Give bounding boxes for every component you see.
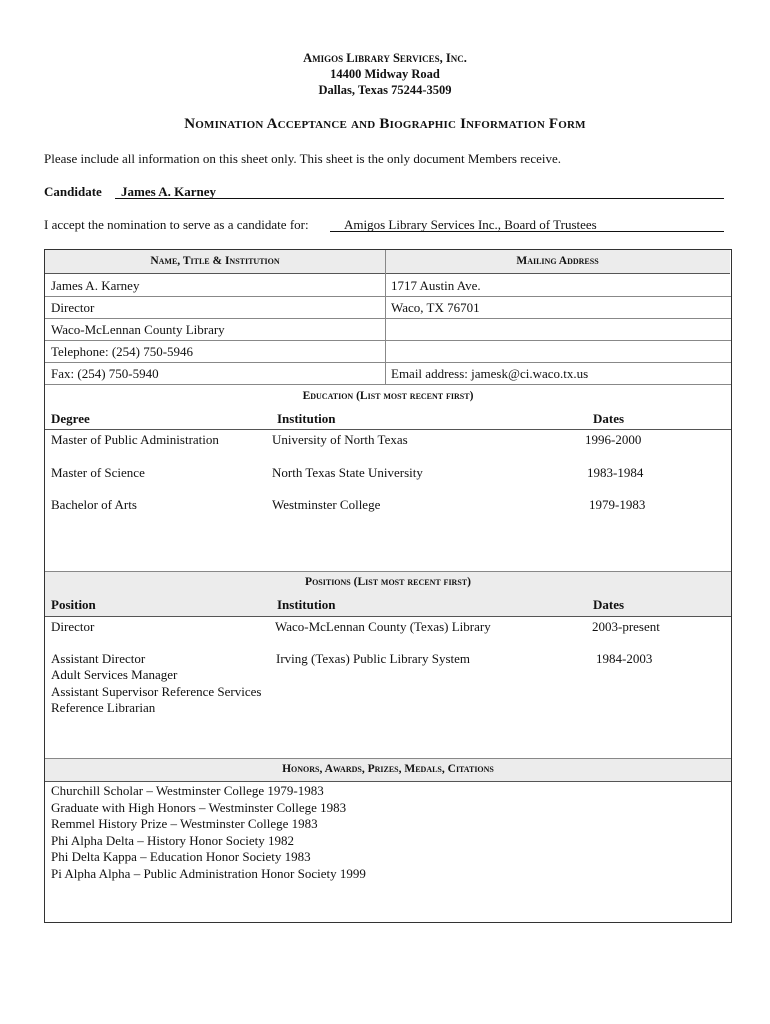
contact-street: 1717 Austin Ave. [391, 278, 481, 293]
positions-col-position: Position [51, 597, 96, 612]
education-dates: 1983-1984 [587, 465, 644, 480]
instructions: Please include all information on this sheet only. This sheet is the only document Members receive. [44, 151, 561, 166]
positions-title: Positions (List most recent first) [305, 576, 471, 588]
contact-header-name: Name, Title & Institution [45, 250, 385, 274]
education-degree: Master of Public Administration [51, 432, 219, 447]
accept-label: I accept the nomination to serve as a candidate for: [44, 217, 309, 232]
position-institution: Waco-McLennan County (Texas) Library [275, 619, 491, 634]
honors-list [51, 783, 366, 882]
contact-name: James A. Karney [51, 278, 140, 293]
bio-table [44, 249, 732, 923]
org-name: Amigos Library Services, Inc. [303, 51, 467, 65]
honors-title: Honors, Awards, Prizes, Medals, Citations [282, 763, 494, 775]
position-dates: 1984-2003 [596, 651, 653, 666]
position-title: Director [51, 619, 95, 634]
education-institution: University of North Texas [272, 432, 408, 447]
contact-fax: Fax: (254) 750-5940 [51, 366, 159, 381]
position-dates: 2003-present [592, 619, 660, 634]
honor-item: Remmel History Prize – Westminster College 1983 [51, 816, 318, 831]
contact-title: Director [51, 300, 95, 315]
honor-item: Phi Delta Kappa – Education Honor Society 1983 [51, 849, 311, 864]
candidate-field[interactable]: James A. Karney [115, 184, 724, 199]
positions-col-dates: Dates [593, 597, 625, 612]
org-street: 14400 Midway Road [330, 67, 440, 81]
positions-col-institution: Institution [277, 597, 336, 612]
contact-email: Email address: jamesk@ci.waco.tx.us [391, 366, 589, 381]
education-institution: North Texas State University [272, 465, 423, 480]
education-col-dates: Dates [593, 411, 625, 426]
form-title: Nomination Acceptance and Biographic Information Form [184, 116, 586, 132]
extra-positions [51, 667, 261, 717]
education-institution: Westminster College [272, 497, 381, 512]
education-degree: Master of Science [51, 465, 145, 480]
position-title: Assistant Director [51, 651, 146, 666]
extra-position: Reference Librarian [51, 700, 156, 715]
honor-item: Pi Alpha Alpha – Public Administration Honor Society 1999 [51, 865, 366, 881]
contact-header-address: Mailing Address [385, 250, 730, 274]
education-dates: 1979-1983 [589, 497, 646, 512]
contact-telephone: Telephone: (254) 750-5946 [51, 344, 194, 359]
accept-field[interactable]: Amigos Library Services Inc., Board of Trustees [330, 217, 724, 232]
position-institution: Irving (Texas) Public Library System [276, 651, 471, 666]
honor-item: Phi Alpha Delta – History Honor Society 1982 [51, 832, 295, 848]
contact-city: Waco, TX 76701 [391, 300, 480, 315]
honor-item: Churchill Scholar – Westminster College 1979-1983 [51, 783, 324, 798]
candidate-label: Candidate [44, 184, 102, 199]
extra-position: Adult Services Manager [51, 667, 178, 682]
education-col-degree: Degree [51, 411, 90, 426]
education-dates: 1996-2000 [585, 432, 642, 447]
education-title: Education (List most recent first) [302, 390, 474, 402]
org-city: Dallas, Texas 75244-3509 [318, 83, 452, 97]
honor-item: Graduate with High Honors – Westminster College 1983 [51, 799, 347, 815]
extra-position: Assistant Supervisor Reference Services [51, 683, 262, 699]
education-degree: Bachelor of Arts [51, 497, 137, 512]
education-col-institution: Institution [277, 411, 336, 426]
contact-institution: Waco-McLennan County Library [51, 322, 225, 337]
